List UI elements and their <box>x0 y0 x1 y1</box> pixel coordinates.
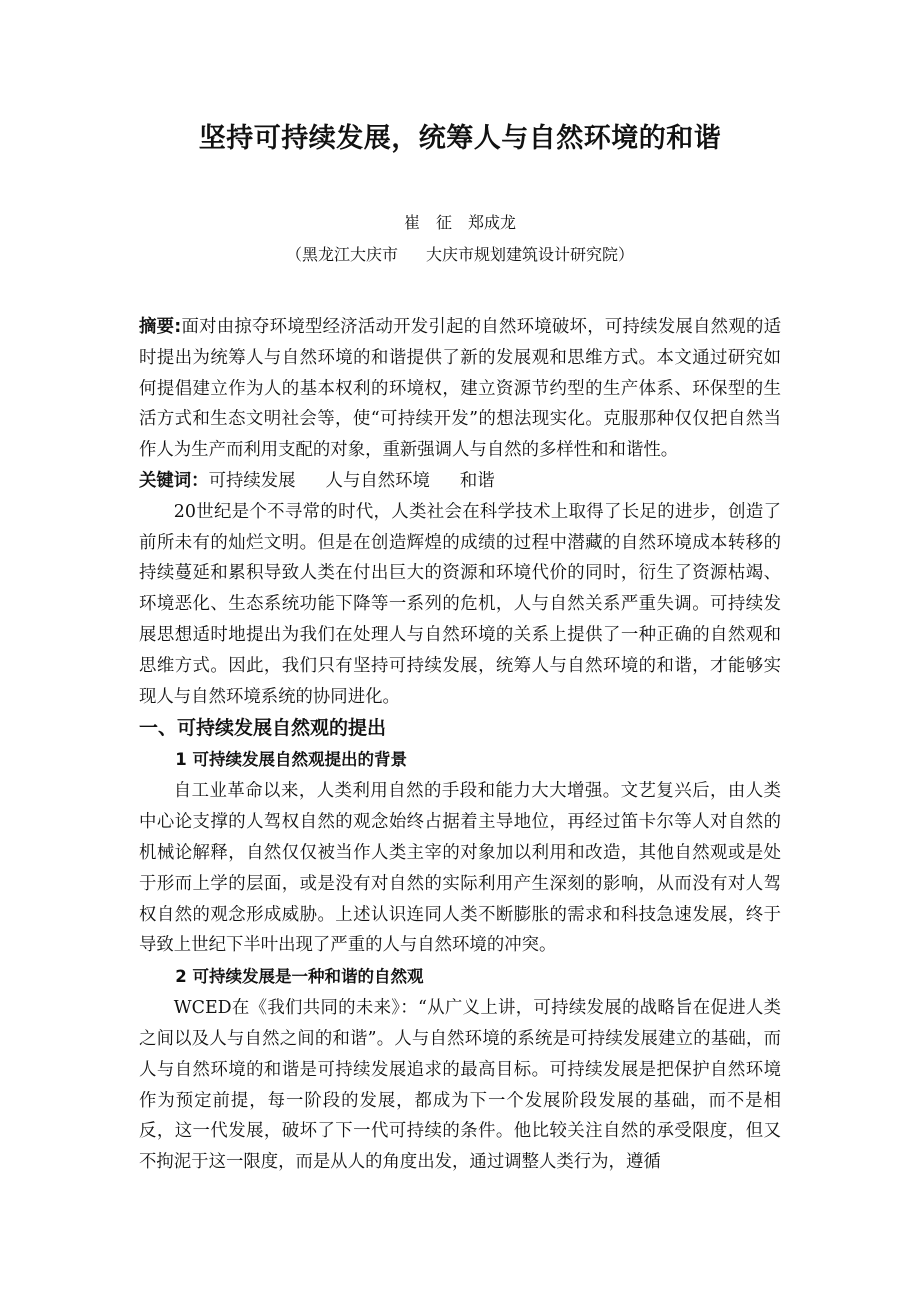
abstract-label: 摘要: <box>139 317 182 337</box>
keywords-label: 关键词： <box>139 470 209 491</box>
subsection-1-paragraph: 自工业革命以来，人类利用自然的手段和能力大大增强。文艺复兴后，由人类中心论支撑的人驾权自然的观念始终占据着主导地位，再经过笛卡尔等人对自然的机械论解释，自然仅仅被当作人类主宰的对象加以利用和改造，其他自然观或是处于形而上学的层面，或是没有对自然的实际利用产生深刻的影响，从而没有对人驾权自然的观念形成威胁。上述认识连同人类不断膨胀的需求和科技急速发展，终于导致上世纪下半叶出现了严重的人与自然环境的冲突。 <box>139 781 781 956</box>
subsection-2-heading: 2 可持续发展是一种和谐的自然观 <box>175 967 424 987</box>
keyword-item: 可持续发展 <box>208 470 296 491</box>
abstract-text: 面对由掠夺环境型经济活动开发引起的自然环境破坏，可持续发展自然观的适时提出为统筹人与自然环境的和谐提供了新的发展观和思维方式。本文通过研究如何提倡建立作为人的基本权利的环境权，建立资源节约型的生产体系、环保型的生活方式和生态文明社会等，使“可持续开发”的想法现实化。克服那种仅仅把自然当作人为生产而利用支配的对象，重新强调人与自然的多样性和和谐性。 <box>139 317 781 461</box>
affiliation-open-paren: （ <box>285 245 302 264</box>
affiliation-line <box>0 242 920 265</box>
subsection-2-paragraph: WCED在《我们共同的未来》：“从广义上讲，可持续发展的战略旨在促进人类之间以及人与自然之间的和谐”。人与自然环境的系统是可持续发展建立的基础，而人与自然环境的和谐是可持续发展追求的最高目标。可持续发展是把保护自然环境作为预定前提，每一阶段的发展，都成为下一个发展阶段发展的基础，而不是相反，这一代发展，破坏了下一代可持续的条件。他比较关注自然的承受限度，但又不拘泥于这一限度，而是从人的角度出发，通过调整人类行为，遵循 <box>139 998 781 1173</box>
author-name: 崔 征 <box>403 213 452 232</box>
affiliation-part-2: 大庆市规划建筑设计研究院 <box>426 245 619 264</box>
section-1-heading: 一、可持续发展自然观的提出 <box>139 717 387 740</box>
abstract-paragraph <box>139 312 781 466</box>
author-name: 郑成龙 <box>468 213 517 232</box>
keywords-line <box>139 466 781 497</box>
affiliation-close-paren: ） <box>618 245 635 264</box>
author-line <box>0 210 920 233</box>
article-body <box>139 312 781 1178</box>
keyword-item: 和谐 <box>459 470 495 491</box>
page-title: 坚持可持续发展，统筹人与自然环境的和谐 <box>198 123 722 154</box>
affiliation-part-1: 黑龙江大庆市 <box>301 245 398 264</box>
subsection-1-heading: 1 可持续发展自然观提出的背景 <box>175 750 408 770</box>
keyword-item: 人与自然环境 <box>325 470 430 491</box>
intro-paragraph: 20世纪是个不寻常的时代，人类社会在科学技术上取得了长足的进步，创造了前所未有的灿烂文明。但是在创造辉煌的成绩的过程中潜藏的自然环境成本转移的持续蔓延和累积导致人类在付出巨大的资源和环境代价的同时，衍生了资源枯竭、环境恶化、生态系统功能下降等一系列的危机，人与自然关系严重失调。可持续发展思想适时地提出为我们在处理人与自然环境的关系上提供了一种正确的自然观和思维方式。因此，我们只有坚持可持续发展，统筹人与自然环境的和谐，才能够实现人与自然环境系统的协同进化。 <box>139 501 781 707</box>
